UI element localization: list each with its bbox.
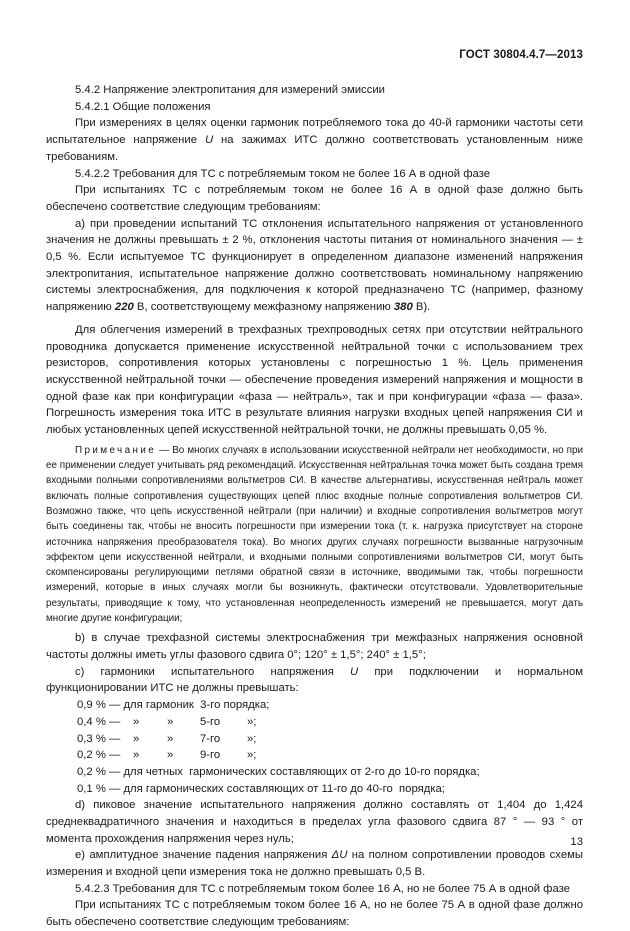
variable-u: U bbox=[204, 134, 214, 147]
section-heading-5-4-2: 5.4.2 Напряжение электропитания для измерений эмиссии bbox=[75, 84, 385, 96]
paragraph-requirements-intro: При испытаниях ТС с потребляемым током не более 16 А в одной фазе должно быть обеспечено соответствие следующим требованиям: bbox=[46, 184, 583, 213]
note-label: Примечание bbox=[75, 444, 157, 456]
subsection-heading-5-4-2-3: 5.4.2.3 Требования для ТС с потребляемым током более 16 А, но не более 75 А в одной фазе bbox=[75, 882, 570, 895]
note-text: Во многих случаях в использовании искусственной нейтрали нет необходимости, но при ее применении следует учитывать ряд рекомендаций. Искусственная нейтральная точка может быть создана тремя входными полными сопротивлениями вольтметров СИ. В качестве альтернативы, искусственная нейтраль может включать полные сопротивления существующих цепей плюс входные полные сопротивления вольтметров СИ. Возможно также, что цепь искусственной нейтрали (при наличии) и входные сопротивления вольтметров могут быть соединены так, чтобы не вносить погрешности при измерении тока (т. к. нагрузка присутствует на стороне источника напряжения преобразователя тока). Во многих других случаях погрешности вызванные нагрузочным эффектом цепи искусственной нейтрали, и входными полными сопротивлениями вольтметров СИ, могут быть скомпенсированы регулирующими петлями обратной связи в источнике, вводимыми так, чтобы погрешности измерений, которые в иных случаях могли бы возникнуть, фактически отсутствовали. Удовлетворительные результаты, приводящие к тому, что установленная неопределенность измерений не превышается, могут дать многие другие конфигурации; bbox=[46, 444, 583, 625]
harmonic-row-high: 0,1 % — для гармонических составляющих от 11-го до 40-го порядка; bbox=[77, 782, 445, 795]
document-header-id: ГОСТ 30804.4.7—2013 bbox=[459, 49, 583, 61]
variable-u: U bbox=[350, 665, 359, 678]
item-d: d) пиковое значение испытательного напряжения должно составлять от 1,404 до 1,424 среднеквадратичного значения и находиться в пределах угла фазового сдвига 87 ° — 93 ° от момента прохождения напряжения через нуль; bbox=[46, 799, 583, 845]
note-block: Примечание — Во многих случаях в использовании искусственной нейтрали нет необходимости, но при ее применении следует учитывать ряд рекомендаций. Искусственная нейтральная точка может быть создана тремя входными полными сопротивлениями вольтметров СИ. В качестве альтернативы, искусственная нейтраль может включать полные сопротивления существующих цепей плюс входные полные сопротивления вольтметров СИ. Возможно также, что цепь искусственной нейтрали (при наличии) и входные сопротивления вольтметров могут быть соединены так, чтобы не вносить погрешности при измерении тока (т. к. нагрузка присутствует на стороне источника напряжения преобразователя тока). Во многих других случаях погрешности вызванные нагрузочным эффектом цепи искусственной нейтрали, и входными полными сопротивлениями вольтметров СИ, могут быть скомпенсированы регулирующими петлями обратной связи в источнике, вводимыми так, чтобы погрешности измерений, которые в иных случаях могли бы возникнуть, фактически отсутствовали. Удовлетворительные результаты, приводящие к тому, что установленная неопределенность измерений не превышается, могут дать многие другие конфигурации; bbox=[46, 444, 583, 625]
page-number: 13 bbox=[570, 836, 583, 848]
harmonic-row-3: 0,9 % — для гармоник 3-го порядка; bbox=[77, 699, 270, 712]
voltage-220: 220 bbox=[114, 301, 134, 314]
subsection-heading-5-4-2-2: 5.4.2.2 Требования для ТС с потребляемым током не более 16 А в одной фазе bbox=[75, 167, 490, 180]
harmonic-row-9: 0,2 % — » » 9-го »; bbox=[77, 749, 257, 762]
variable-delta-u: ΔU bbox=[331, 849, 348, 862]
harmonic-row-even: 0,2 % — для четных гармонических составляющих от 2-го до 10-го порядка; bbox=[77, 765, 480, 778]
item-a: а) при проведении испытаний ТС отклонения испытательного напряжения от установленного значения не должны превышать ± 2 %, отклонения частоты питания от номинального значения — ± 0,5 %. Если испытуемое ТС функционирует в определенном диапазоне изменений напряжения электропитания, испытательное напряжение должно соответствовать номинальному напряжению системы электроснабжения, для подключения к которой предназначено ТС (например, фазному напряжению 220 В, соответствующему межфазному напряжению 380 В). bbox=[46, 217, 583, 314]
voltage-380: 380 bbox=[393, 301, 413, 314]
harmonics-list bbox=[46, 697, 583, 797]
item-c: с) гармоники испытательного напряжения U при подключении и нормальном функционировании ИТС не должны превышать: bbox=[46, 665, 583, 695]
paragraph-artificial-neutral: Для облегчения измерений в трехфазных трехпроводных сетях при отсутствии нейтрального проводника допускается применение искусственной нейтральной точки с использованием трех резисторов, сопротивления которых установлены с погрешностью 1 %. Цель применения искусственной нейтральной точки — обеспечение проведения измерений напряжения и мощности в одной фазе как при конфигурации «фаза — нейтраль», так и при конфигурации «фаза — фаза». Погрешность измерения тока ИТС в результате влияния нагрузки входных цепей напряжения СИ и любых установленных цепей искусственной нейтральной точки, не должны превышать 0,05 %. bbox=[46, 323, 583, 437]
item-b: b) в случае трехфазной системы электроснабжения три межфазных напряжения основной частоты должны иметь углы фазового сдвига 0°; 120° ± 1,5°; 240° ± 1,5°; bbox=[46, 632, 583, 662]
item-e: е) амплитудное значение падения напряжения ΔU на полном сопротивлении проводов схемы измерения и входной цепи измерения тока не должно превышать 0,5 В. bbox=[46, 849, 583, 879]
paragraph-general: При измерениях в целях оценки гармоник потребляемого тока до 40-й гармоники частоты сети испытательное напряжение U на зажимах ИТС должно соответствовать установленным ниже требованиям. bbox=[46, 117, 583, 163]
harmonic-row-5: 0,4 % — » » 5-го »; bbox=[77, 715, 257, 728]
harmonic-row-7: 0,3 % — » » 7-го »; bbox=[77, 732, 257, 745]
subsection-heading-5-4-2-1: 5.4.2.1 Общие положения bbox=[75, 100, 211, 113]
document-body bbox=[46, 82, 583, 931]
paragraph-section3-body: При испытаниях ТС с потребляемым током более 16 А, но не более 75 А в одной фазе должно быть обеспечено соответствие следующим требованиям: bbox=[46, 899, 583, 929]
